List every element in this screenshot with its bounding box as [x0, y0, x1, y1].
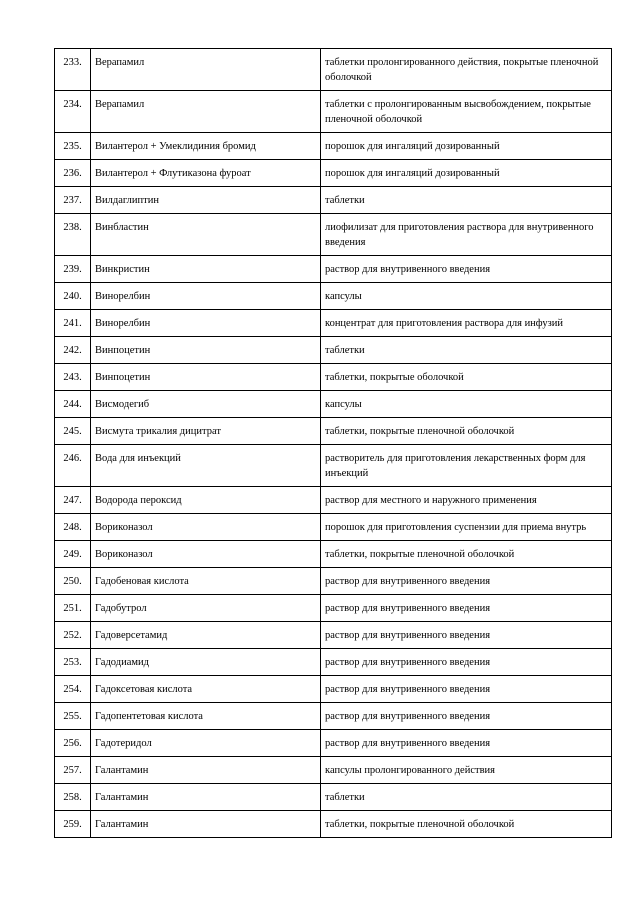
table-row [55, 391, 612, 418]
row-number: 237. [55, 187, 91, 214]
dosage-form: таблетки, покрытые пленочной оболочкой [321, 541, 612, 568]
drug-name: Висмута трикалия дицитрат [91, 418, 321, 445]
table-row [55, 49, 612, 91]
row-number: 249. [55, 541, 91, 568]
row-number: 254. [55, 676, 91, 703]
row-number: 233. [55, 49, 91, 91]
table-row [55, 337, 612, 364]
row-number: 248. [55, 514, 91, 541]
table-row [55, 133, 612, 160]
table-row [55, 160, 612, 187]
drug-name: Галантамин [91, 757, 321, 784]
drug-name: Вориконазол [91, 541, 321, 568]
drug-name: Гадоверсетамид [91, 622, 321, 649]
dosage-form: капсулы пролонгированного действия [321, 757, 612, 784]
table-row [55, 730, 612, 757]
drug-name: Гадодиамид [91, 649, 321, 676]
row-number: 242. [55, 337, 91, 364]
dosage-form: лиофилизат для приготовления раствора для внутривенного введения [321, 214, 612, 256]
row-number: 247. [55, 487, 91, 514]
drug-name: Водорода пероксид [91, 487, 321, 514]
row-number: 246. [55, 445, 91, 487]
drug-name: Винбластин [91, 214, 321, 256]
table-row [55, 283, 612, 310]
table-row [55, 649, 612, 676]
dosage-form: таблетки, покрытые оболочкой [321, 364, 612, 391]
row-number: 244. [55, 391, 91, 418]
row-number: 257. [55, 757, 91, 784]
table-row [55, 676, 612, 703]
drug-name: Винпоцетин [91, 337, 321, 364]
drug-name: Верапамил [91, 91, 321, 133]
dosage-form: порошок для приготовления суспензии для приема внутрь [321, 514, 612, 541]
dosage-form: таблетки [321, 187, 612, 214]
table-row [55, 445, 612, 487]
dosage-form: растворитель для приготовления лекарственных форм для инъекций [321, 445, 612, 487]
drug-name: Гадотеридол [91, 730, 321, 757]
dosage-form: раствор для внутривенного введения [321, 595, 612, 622]
table-row [55, 418, 612, 445]
dosage-form: раствор для внутривенного введения [321, 622, 612, 649]
drug-name: Гадопентетовая кислота [91, 703, 321, 730]
row-number: 253. [55, 649, 91, 676]
dosage-form: таблетки [321, 784, 612, 811]
table-row [55, 487, 612, 514]
drug-name: Гадобутрол [91, 595, 321, 622]
dosage-form: капсулы [321, 283, 612, 310]
table-row [55, 703, 612, 730]
drug-name: Галантамин [91, 784, 321, 811]
drug-name: Висмодегиб [91, 391, 321, 418]
drug-name: Галантамин [91, 811, 321, 838]
dosage-form: раствор для внутривенного введения [321, 649, 612, 676]
row-number: 239. [55, 256, 91, 283]
drug-table [54, 48, 612, 838]
table-row [55, 310, 612, 337]
dosage-form: раствор для внутривенного введения [321, 730, 612, 757]
row-number: 238. [55, 214, 91, 256]
row-number: 235. [55, 133, 91, 160]
dosage-form: таблетки, покрытые пленочной оболочкой [321, 811, 612, 838]
dosage-form: таблетки пролонгированного действия, покрытые пленочной оболочкой [321, 49, 612, 91]
drug-name: Вилдаглиптин [91, 187, 321, 214]
table-row [55, 214, 612, 256]
dosage-form: капсулы [321, 391, 612, 418]
drug-name: Винорелбин [91, 310, 321, 337]
drug-name: Винорелбин [91, 283, 321, 310]
table-row [55, 622, 612, 649]
table-row [55, 187, 612, 214]
dosage-form: таблетки, покрытые пленочной оболочкой [321, 418, 612, 445]
dosage-form: раствор для внутривенного введения [321, 568, 612, 595]
dosage-form: таблетки [321, 337, 612, 364]
row-number: 236. [55, 160, 91, 187]
dosage-form: раствор для местного и наружного применения [321, 487, 612, 514]
table-row [55, 595, 612, 622]
dosage-form: раствор для внутривенного введения [321, 676, 612, 703]
row-number: 245. [55, 418, 91, 445]
drug-list-page [54, 48, 611, 838]
table-row [55, 91, 612, 133]
dosage-form: порошок для ингаляций дозированный [321, 160, 612, 187]
row-number: 259. [55, 811, 91, 838]
dosage-form: раствор для внутривенного введения [321, 703, 612, 730]
drug-name: Вода для инъекций [91, 445, 321, 487]
table-row [55, 757, 612, 784]
table-row [55, 514, 612, 541]
dosage-form: порошок для ингаляций дозированный [321, 133, 612, 160]
table-row [55, 256, 612, 283]
row-number: 252. [55, 622, 91, 649]
drug-name: Винпоцетин [91, 364, 321, 391]
row-number: 243. [55, 364, 91, 391]
drug-name: Вилантерол + Умеклидиния бромид [91, 133, 321, 160]
table-row [55, 811, 612, 838]
drug-name: Верапамил [91, 49, 321, 91]
dosage-form: раствор для внутривенного введения [321, 256, 612, 283]
row-number: 240. [55, 283, 91, 310]
drug-name: Вилантерол + Флутиказона фуроат [91, 160, 321, 187]
row-number: 255. [55, 703, 91, 730]
row-number: 241. [55, 310, 91, 337]
drug-table-body [55, 49, 612, 838]
table-row [55, 541, 612, 568]
drug-name: Гадоксетовая кислота [91, 676, 321, 703]
drug-name: Гадобеновая кислота [91, 568, 321, 595]
row-number: 256. [55, 730, 91, 757]
row-number: 250. [55, 568, 91, 595]
row-number: 234. [55, 91, 91, 133]
drug-name: Вориконазол [91, 514, 321, 541]
table-row [55, 364, 612, 391]
row-number: 258. [55, 784, 91, 811]
dosage-form: концентрат для приготовления раствора для инфузий [321, 310, 612, 337]
drug-name: Винкристин [91, 256, 321, 283]
dosage-form: таблетки с пролонгированным высвобождением, покрытые пленочной оболочкой [321, 91, 612, 133]
table-row [55, 568, 612, 595]
row-number: 251. [55, 595, 91, 622]
table-row [55, 784, 612, 811]
